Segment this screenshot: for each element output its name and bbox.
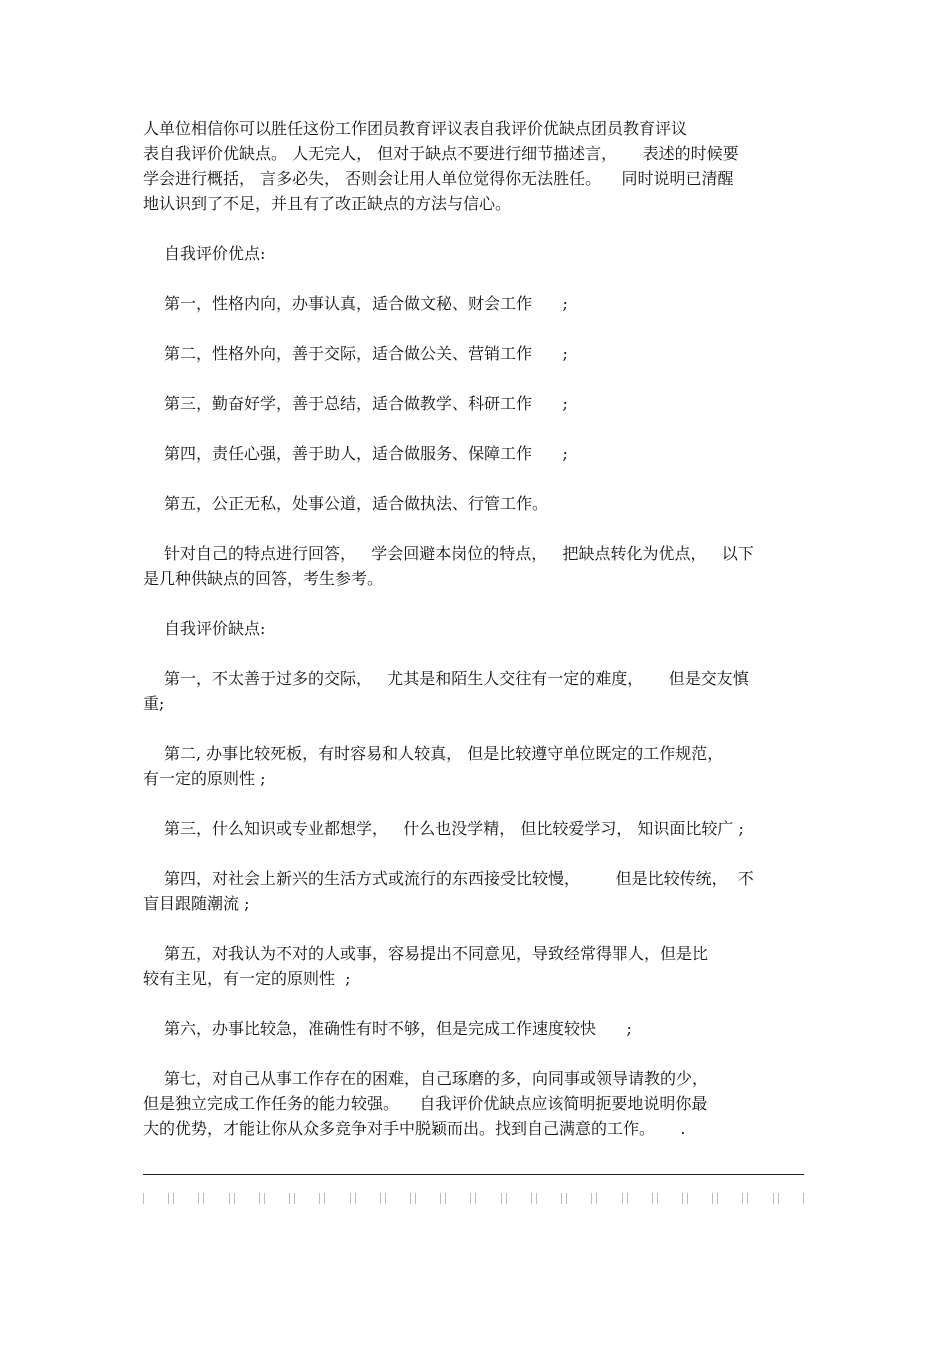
weakness-line: 第五，对我认为不对的人或事，容易提出不同意见，导致经常得罪人，但是比 <box>164 944 709 963</box>
footer-dash-mark <box>712 1193 718 1204</box>
strength-item-text: 第三，勤奋好学，善于总结，适合做教学、科研工作 ; <box>164 394 568 413</box>
strength-item-text: 第五，公正无私，处事公道，适合做执法、行管工作。 <box>164 494 549 513</box>
footer-divider <box>143 1174 804 1175</box>
footer-dash-mark <box>289 1193 295 1204</box>
strengths-heading-paragraph <box>143 241 807 266</box>
footer-dash-mark <box>561 1193 567 1204</box>
strength-item <box>143 491 807 516</box>
intro-paragraph <box>143 116 807 216</box>
strength-item <box>143 341 807 366</box>
weaknesses-heading-paragraph <box>143 616 807 641</box>
footer-dash-mark <box>319 1193 325 1204</box>
weakness-line: 较有主见，有一定的原则性 ; <box>143 969 351 988</box>
document-body <box>143 116 807 1166</box>
footer-dash-mark <box>531 1193 537 1204</box>
weakness-line: 第二, 办事比较死板，有时容易和人较真， 但是比较遵守单位既定的工作规范， <box>164 744 724 763</box>
footer-dash-mark <box>350 1193 356 1204</box>
weakness-item <box>143 866 807 916</box>
footer-dash-marks <box>143 1192 804 1204</box>
weakness-line: 但是独立完成工作任务的能力较强。 自我评价优缺点应该简明扼要地说明你最 <box>143 1094 708 1113</box>
footer-dash-mark <box>168 1193 174 1204</box>
weaknesses-heading: 自我评价缺点: <box>164 619 266 638</box>
strength-item <box>143 291 807 316</box>
footer-dash-mark <box>622 1193 628 1204</box>
transition-paragraph <box>143 541 807 591</box>
footer-dash-mark <box>380 1193 386 1204</box>
footer-dash-mark <box>591 1193 597 1204</box>
intro-line: 表自我评价优缺点。 人无完人， 但对于缺点不要进行细节描述言， 表述的时候要 <box>143 144 739 163</box>
intro-line: 人单位相信你可以胜任这份工作团员教育评议表自我评价优缺点团员教育评议 <box>143 119 688 138</box>
strength-item-text: 第一，性格内向，办事认真，适合做文秘、财会工作 ; <box>164 294 568 313</box>
strength-item <box>143 441 807 466</box>
footer-dash-mark <box>143 1193 144 1204</box>
weakness-item <box>143 816 807 841</box>
footer-dash-mark <box>803 1193 804 1204</box>
footer-dash-mark <box>501 1193 507 1204</box>
weakness-line: 有一定的原则性 ; <box>143 769 266 788</box>
transition-line: 针对自己的特点进行回答， 学会回避本岗位的特点， 把缺点转化为优点， 以下 <box>164 544 754 563</box>
footer-dash-mark <box>742 1193 748 1204</box>
footer-dash-mark <box>470 1193 476 1204</box>
footer-dash-mark <box>773 1193 779 1204</box>
weakness-line: 大的优势，才能让你从众多竞争对手中脱颖而出。找到自己满意的工作。 . <box>143 1119 686 1138</box>
weakness-item <box>143 741 807 791</box>
strengths-heading: 自我评价优点: <box>164 244 266 263</box>
footer-dash-mark <box>440 1193 446 1204</box>
weakness-line: 第一，不太善于过多的交际， 尤其是和陌生人交往有一定的难度， 但是交友慎 <box>164 669 749 688</box>
strength-item-text: 第四，责任心强，善于助人，适合做服务、保障工作 ; <box>164 444 568 463</box>
weakness-line: 第七，对自己从事工作存在的困难，自己琢磨的多，向同事或领导请教的少， <box>164 1069 709 1088</box>
weakness-item <box>143 1016 807 1041</box>
weakness-item <box>143 1066 807 1141</box>
weakness-line: 第三，什么知识或专业都想学， 什么也没学精， 但比较爱学习， 知识面比较广 ; <box>164 819 744 838</box>
weakness-line: 第四，对社会上新兴的生活方式或流行的东西接受比较慢， 但是比较传统， 不 <box>164 869 754 888</box>
weakness-line: 盲目跟随潮流 ; <box>143 894 250 913</box>
footer-dash-mark <box>198 1193 204 1204</box>
strength-item <box>143 391 807 416</box>
intro-line: 地认识到了不足，并且有了改正缺点的方法与信心。 <box>143 194 512 213</box>
footer-dash-mark <box>652 1193 658 1204</box>
weakness-item <box>143 941 807 991</box>
transition-line: 是几种供缺点的回答，考生参考。 <box>143 569 384 588</box>
footer-dash-mark <box>410 1193 416 1204</box>
footer-dash-mark <box>259 1193 265 1204</box>
weakness-line: 第六，办事比较急，准确性有时不够，但是完成工作速度较快 ; <box>164 1019 632 1038</box>
weakness-line: 重; <box>143 694 165 713</box>
footer-dash-mark <box>682 1193 688 1204</box>
weakness-item <box>143 666 807 716</box>
strength-item-text: 第二，性格外向，善于交际，适合做公关、营销工作 ; <box>164 344 568 363</box>
footer-dash-mark <box>229 1193 235 1204</box>
intro-line: 学会进行概括， 言多必失， 否则会让用人单位觉得你无法胜任。 同时说明已清醒 <box>143 169 734 188</box>
